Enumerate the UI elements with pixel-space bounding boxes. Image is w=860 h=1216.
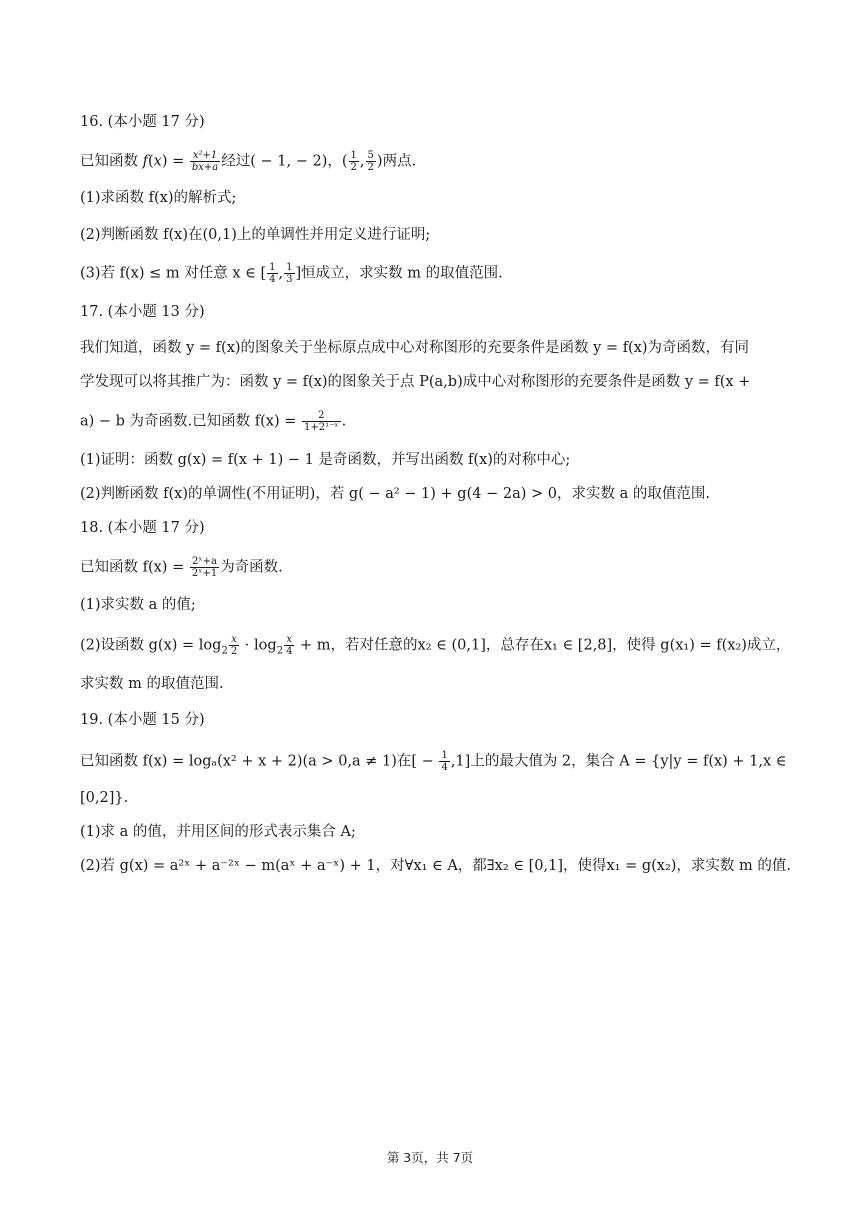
q18-part2-line2: 求实数 m 的取值范围. <box>80 676 224 692</box>
neg-quarter-den: 4 <box>441 762 448 773</box>
q18-p2-post: + m，若对任意的x₂ ∈ (0,1]，总存在x₁ ∈ [2,8]，使得 g(x₁) = f(x₂)成立， <box>295 637 791 654</box>
q17-part2: (2)判断函数 f(x)的单调性(不用证明)，若 g( − a² − 1) + g(4 − 2a) > 0，求实数 a 的取值范围. <box>80 486 710 502</box>
half-fraction <box>349 150 359 173</box>
q16-part2: (2)判断函数 f(x)在(0,1)上的单调性并用定义进行证明; <box>80 227 431 243</box>
q19-stem-pre: 已知函数 f(x) = logₐ(x² + x + 2)(a > 0,a ≠ 1)在[ − <box>80 753 439 770</box>
x-half-num: x <box>229 634 239 646</box>
q16-stem-end: )两点. <box>376 153 417 170</box>
x-quarter-fraction <box>284 634 294 657</box>
neg-quarter-num: 1 <box>441 750 448 761</box>
q18-header: 18. (本小题 17 分) <box>80 520 205 536</box>
q17-l3-pre: a) − b 为奇函数.已知函数 f(x) = <box>80 413 302 430</box>
q18-stem <box>80 556 283 579</box>
third-num: 1 <box>286 262 293 273</box>
q16-stem: 已知函数 f(x) = $\frac{\text{x²+1}}{bx+a}$ 经过( − 1, − 2)，( $\frac{1}{2}$ , $\frac{5}{2}$ )两点. <box>80 150 417 173</box>
five-half-fraction <box>366 150 376 173</box>
q17-line1: 我们知道，函数 y = f(x)的图象关于坐标原点成中心对称图形的充要条件是函数 y = f(x)为奇函数，有同 <box>80 340 750 356</box>
q17-line2: 学发现可以将其推广为：函数 y = f(x)的图象关于点 P(a,b)成中心对称图形的充要条件是函数 y = f(x + <box>80 374 751 390</box>
q18-stem-post: 为奇函数. <box>220 559 283 576</box>
q17-fraction <box>302 410 341 433</box>
q18-stem-pre: 已知函数 f(x) = <box>80 559 189 576</box>
q18-part1: (1)求实数 a 的值; <box>80 597 196 613</box>
log-base-1: 2 <box>221 645 228 657</box>
x-half-fraction <box>229 634 239 657</box>
five-num: 5 <box>367 150 374 161</box>
neg-quarter-fraction <box>439 750 449 773</box>
x-quarter-den: 4 <box>286 646 293 657</box>
log-base-2: 2 <box>276 645 284 657</box>
q19-header: 19. (本小题 15 分) <box>80 712 205 728</box>
q18-p2-pre: (2)设函数 g(x) = log <box>80 637 222 654</box>
q19-part2: (2)若 g(x) = a²ˣ + a⁻²ˣ − m(aˣ + a⁻ˣ) + 1，对∀x₁ ∈ A，都∃x₂ ∈ [0,1]，使得x₁ = g(x₂)，求实数 m 的值. <box>80 858 792 874</box>
half-num: 1 <box>350 150 357 161</box>
quarter-den: 4 <box>269 274 276 285</box>
q19-stem-post: ,1]上的最大值为 2，集合 A = {y|y = f(x) + 1,x ∈ <box>450 753 787 770</box>
q16-header: 16. (本小题 17 分) <box>80 114 205 130</box>
q16-frac-den: bx+a <box>191 162 219 173</box>
third-fraction <box>284 262 294 285</box>
q18-part2 <box>80 634 790 661</box>
q19-stem <box>80 750 787 773</box>
q17-line3 <box>80 410 346 433</box>
q17-l3-post: . <box>341 413 347 430</box>
page-footer: 第 3页，共 7页 <box>386 1150 474 1165</box>
q16-p3-post: ]恒成立，求实数 m 的取值范围. <box>295 265 503 282</box>
q19-part1: (1)求 a 的值，并用区间的形式表示集合 A; <box>80 824 356 840</box>
q17-header: 17. (本小题 13 分) <box>80 304 205 320</box>
q19-stem-line2: [0,2]}. <box>80 790 129 806</box>
third-den: 3 <box>286 274 293 285</box>
q17-frac-num: 2 <box>302 410 341 422</box>
half-den: 2 <box>350 162 357 173</box>
quarter-num: 1 <box>269 262 276 273</box>
x-quarter-num: x <box>284 634 294 646</box>
q16-fraction <box>190 150 220 173</box>
q18-frac-num: 2ˣ+a <box>190 556 219 568</box>
q16-stem-pre: 已知函数 <box>80 153 143 170</box>
quarter-fraction <box>267 262 277 285</box>
q17-part1: (1)证明：函数 g(x) = f(x + 1) − 1 是奇函数，并写出函数 f(x)的对称中心; <box>80 452 571 468</box>
q16-p3-pre: (3)若 f(x) ≤ m 对任意 x ∈ [ <box>80 265 267 282</box>
q18-fraction <box>190 556 219 579</box>
q18-frac-den: 2ˣ+1 <box>191 568 218 579</box>
q17-frac-den: 1+2¹⁻ˣ <box>304 422 339 433</box>
x-half-den: 2 <box>230 646 238 657</box>
q16-frac-num: x²+1 <box>190 150 220 162</box>
q16-part3: (3)若 f(x) ≤ m 对任意 x ∈ [ $\frac{1}{4}$ , $\frac{1}{3}$ ]恒成立，求实数 m 的取值范围. <box>80 262 503 285</box>
five-den: 2 <box>367 162 374 173</box>
q16-stem-post: 经过( − 1, − 2)，( <box>221 153 348 170</box>
q18-p2-mid: · log <box>240 637 277 654</box>
q16-part1: (1)求函数 f(x)的解析式; <box>80 190 237 206</box>
